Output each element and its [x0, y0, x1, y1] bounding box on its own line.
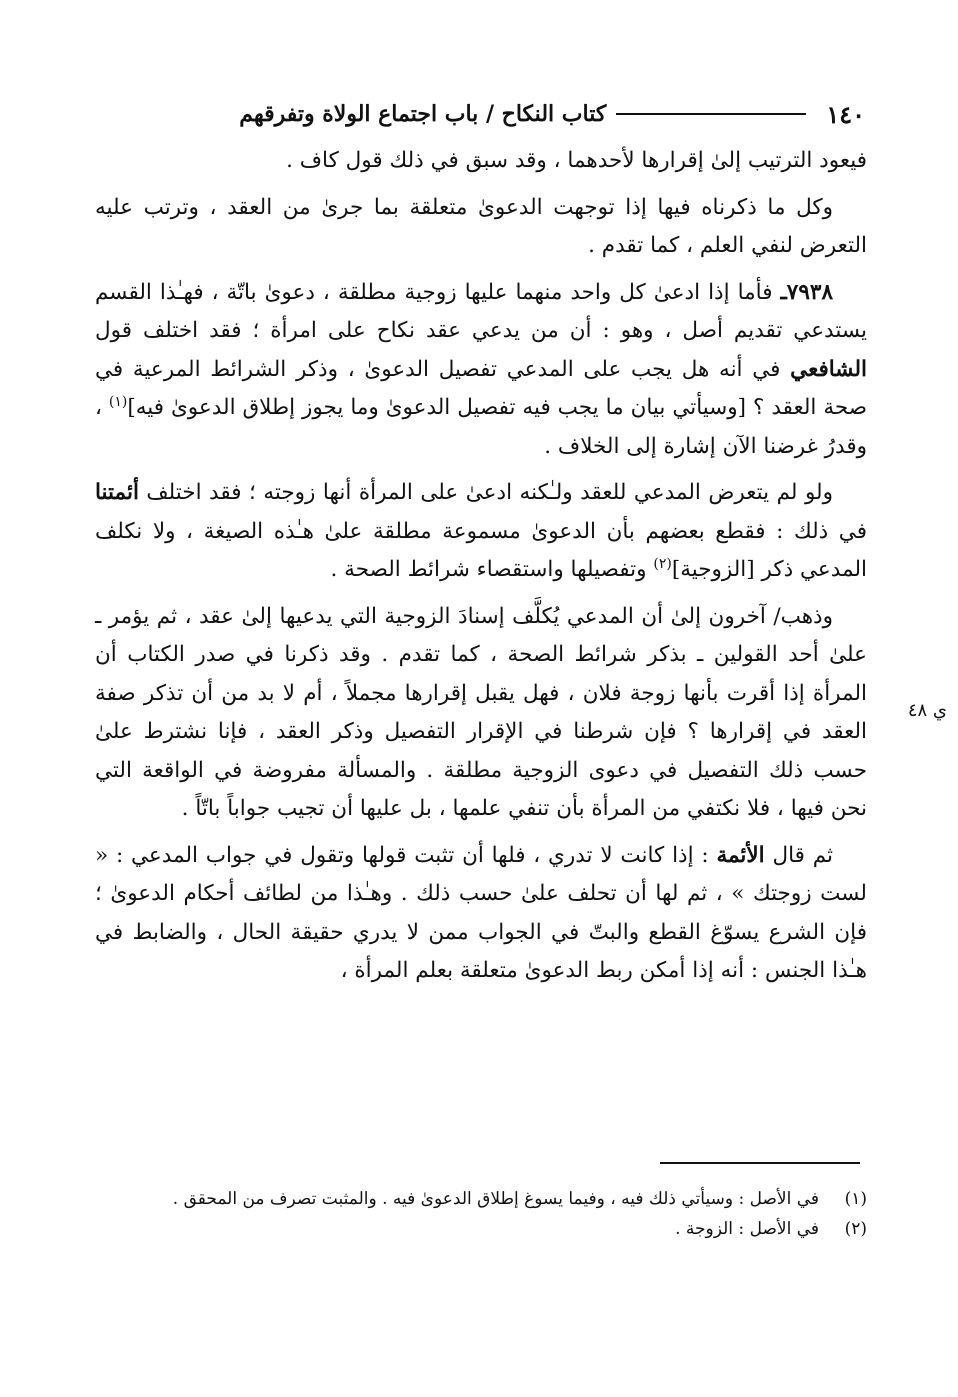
paragraph-text: : إذا كانت لا تدري ، فلها أن تثبت قولها وتقول في جواب المدعي : « لست زوجتك » ، ثم لها أن تحلف علىٰ حسب ذلك . وهـٰذا من لطائف أحكام الدعوىٰ ؛ فإن الشرع يسوّغ القطع والبتّ في الجواب ممن لا يدري حقيقة الحال ، والضابط في هـٰذا الجنس : أنه إذا أمكن ربط الدعوىٰ متعلقة بعلم المرأة ،: [95, 842, 867, 983]
footnote-number: (٢): [844, 1219, 867, 1239]
footnote: [95, 1214, 867, 1244]
footnote-ref[interactable]: (٢): [653, 555, 672, 572]
paragraph-text: وتفصيلها واستقصاء شرائط الصحة .: [330, 557, 654, 582]
bold-name: الأئمة: [716, 842, 765, 868]
header-rule: [616, 113, 806, 115]
footnote-text: في الأصل : الزوجة .: [675, 1219, 819, 1239]
paragraph: [95, 837, 867, 991]
paragraph: [95, 474, 867, 590]
footnote: [95, 1184, 867, 1214]
paragraph: [95, 142, 867, 181]
footnote-separator: [660, 1162, 860, 1164]
main-text: [95, 142, 867, 999]
paragraph: [95, 189, 867, 266]
page-number: ١٤٠: [826, 99, 865, 129]
paragraph-text: وذهب/ آخرون إلىٰ أن المدعي يُكلَّف إسنادَ الزوجية التي يدعيها إلىٰ عقد ، ثم يؤمر ـ علىٰ أحد القولين ـ بذكر شرائط الصحة ، كما تقدم . وقد ذكرنا في صدر الكتاب أن المرأة إذا أقرت بأنها زوجة فلان ، فهل يقبل إقرارها مجملاً ، أم لا بد من أن تذكر صفة العقد في إقرارها ؟ فإن شرطنا في الإقرار التفصيل وذكر العقد ، فإنا نشترط علىٰ حسب ذلك التفصيل في دعوى الزوجية مطلقة . والمسألة مفروضة في الواقعة التي نحن فيها ، فلا نكتفي من المرأة بأن تنفي علمها ، بل عليها أن تجيب جواباً باتّاً .: [95, 603, 867, 821]
paragraph-text: ولو لم يتعرض المدعي للعقد ولـٰكنه ادعىٰ على المرأة أنها زوجته ؛ فقد اختلف: [138, 480, 833, 505]
footnote-ref[interactable]: (١): [108, 393, 128, 410]
paragraph-text: في ذلك : فقطع بعضهم بأن الدعوىٰ مسموعة مطلقة علىٰ هـٰذه الصيغة ، ولا نكلف المدعي ذكر [الزوجية]: [95, 518, 867, 582]
paragraph-text: فيعود الترتيب إلىٰ إقرارها لأحدهما ، وقد سبق في ذلك قول كاف .: [286, 148, 867, 173]
paragraph: [95, 274, 867, 467]
paragraph-text: فأما إذا ادعىٰ كل واحد منهما عليها زوجية مطلقة ، دعوىٰ باتّة ، فهـٰذا القسم يستدعي تقديم أصل ، وهو : أن من يدعي عقد نكاح على امرأة ؛ فقد اختلف قول: [95, 279, 867, 343]
manuscript-margin-note: ي ٤٨: [907, 700, 947, 721]
paragraph-text: ، وقدرُ غرضنا الآن إشارة إلى الخلاف .: [95, 395, 867, 459]
running-header: [95, 96, 865, 132]
footnote-number: (١): [844, 1189, 867, 1209]
paragraph-text: وكل ما ذكرناه فيها إذا توجهت الدعوىٰ متعلقة بما جرىٰ من العقد ، وترتب عليه التعرض لنفي العلم ، كما تقدم .: [95, 194, 867, 258]
bold-name: الشافعي: [790, 356, 867, 382]
paragraph-text: ثم قال: [764, 842, 833, 868]
issue-number: ٧٩٣٨ـ: [780, 279, 833, 305]
paragraph: [95, 598, 867, 829]
header-title: كتاب النكاح / باب اجتماع الولاة وتفرقهم: [239, 101, 607, 127]
paragraph-text: في أنه هل يجب على المدعي تفصيل الدعوىٰ ، وذكر الشرائط المرعية في صحة العقد ؟ [وسيأتي بيان ما يجب فيه تفصيل الدعوىٰ وما يجوز إطلاق الدعوىٰ فيه]: [95, 356, 867, 420]
footnote-text: في الأصل : وسيأتي ذلك فيه ، وفيما يسوغ إطلاق الدعوىٰ فيه . والمثبت تصرف من المحقق .: [172, 1189, 819, 1209]
footnotes: [95, 1184, 867, 1244]
bold-name: أئمتنا: [95, 480, 139, 505]
